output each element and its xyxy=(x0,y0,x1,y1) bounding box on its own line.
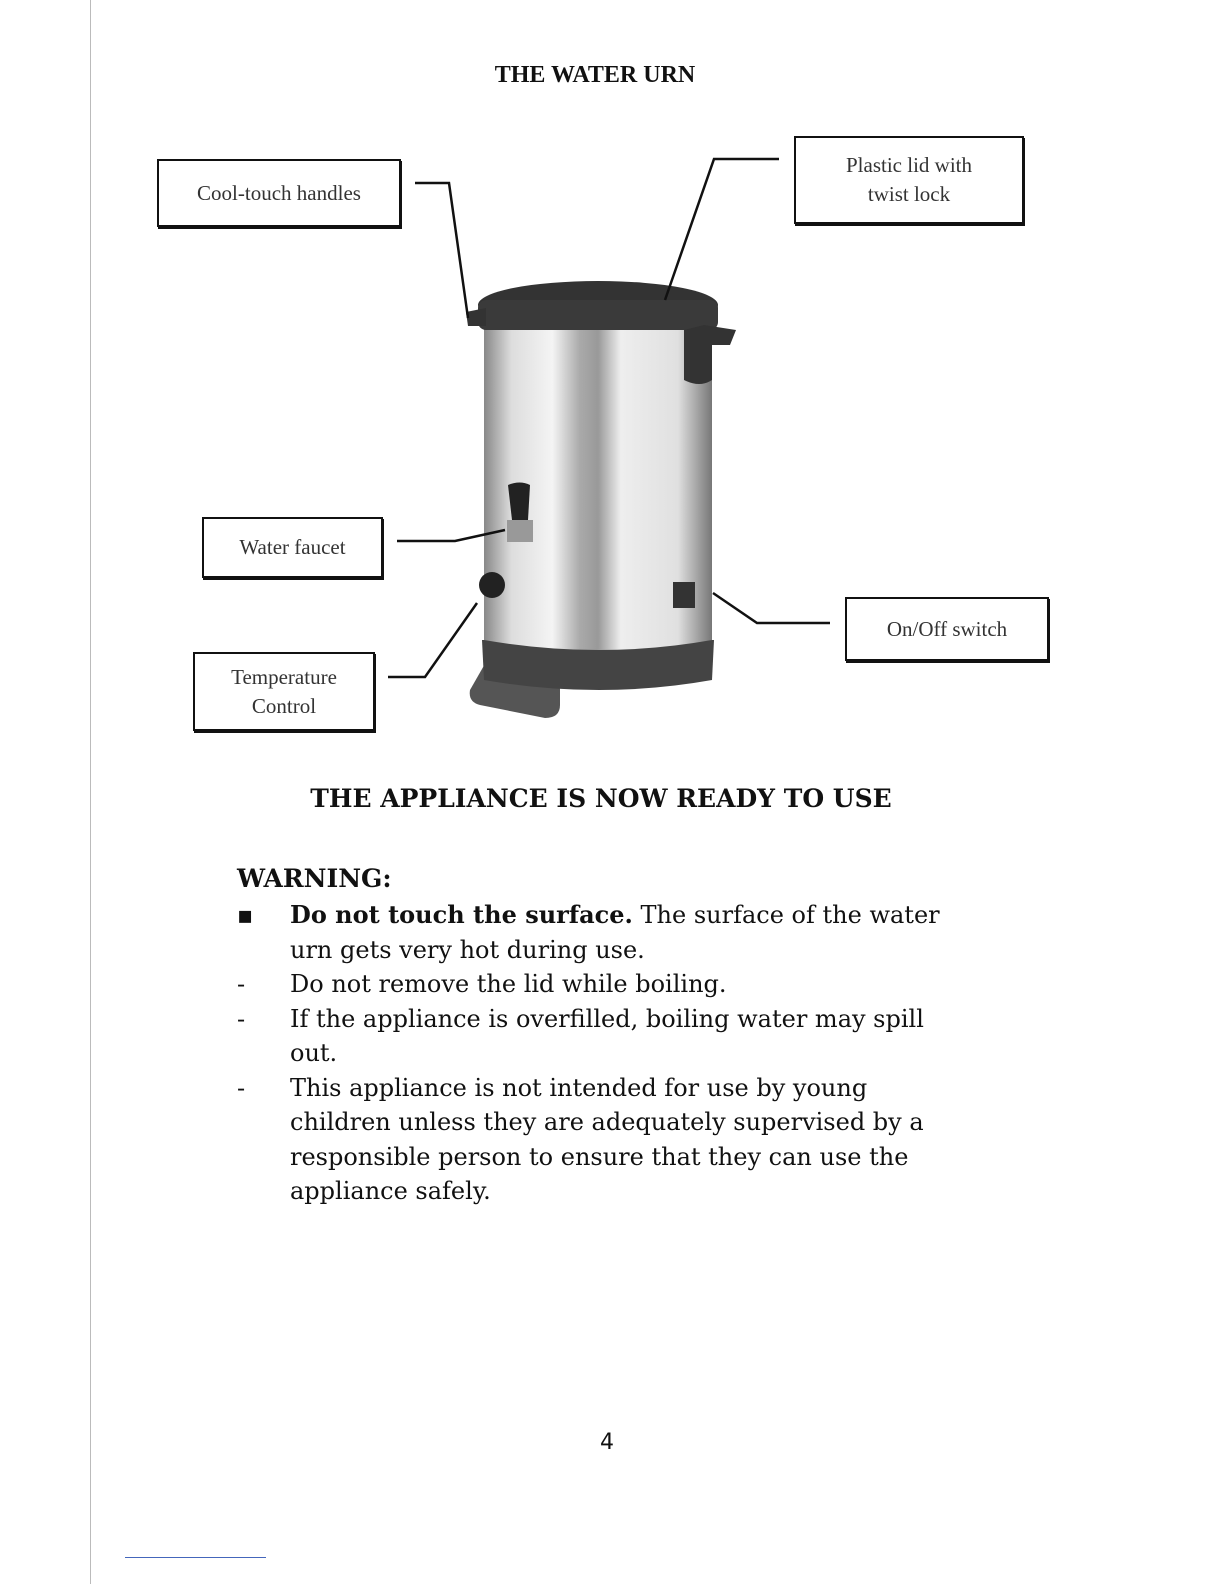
page-number: 4 xyxy=(600,1430,614,1455)
warning-text: This appliance is not intended for use by young children unless they are adequately supervised by a responsible person to ensure that they can use the appliance safely. xyxy=(290,1073,924,1205)
callout-water-faucet xyxy=(202,517,383,578)
callout-on-off-switch xyxy=(845,597,1049,661)
warning-item xyxy=(237,967,957,1002)
warning-item xyxy=(237,898,957,967)
bullet-marker: ▪ xyxy=(237,901,254,929)
warning-text: Do not remove the lid while boiling. xyxy=(290,970,727,998)
warning-text: If the appliance is overfilled, boiling water may spill out. xyxy=(290,1004,924,1067)
warning-item xyxy=(237,1071,957,1209)
callout-cool-touch-handles xyxy=(157,159,401,227)
warning-bold: Do not touch the surface. xyxy=(290,900,633,929)
page-title: THE WATER URN xyxy=(494,62,696,88)
warning-heading: WARNING: xyxy=(237,864,392,893)
footer-line xyxy=(125,1557,266,1558)
callout-plastic-lid xyxy=(794,136,1024,224)
bullet-marker: - xyxy=(237,970,246,998)
callout-label: Plastic lid with xyxy=(846,153,972,177)
bullet-marker: - xyxy=(237,1073,246,1102)
callout-label: Water faucet xyxy=(239,535,346,559)
callout-label: On/Off switch xyxy=(886,616,1008,641)
urn-illustration xyxy=(466,281,736,718)
callout-label: twist lock xyxy=(867,182,951,206)
warning-text: The surface of the water urn gets very hot during use. xyxy=(290,901,940,964)
callout-temperature-control xyxy=(193,652,375,731)
callout-label: Cool-touch handles xyxy=(197,180,361,205)
callout-label: Control xyxy=(251,693,317,718)
bullet-marker: - xyxy=(237,1004,246,1033)
ready-heading: THE APPLIANCE IS NOW READY TO USE xyxy=(310,784,892,813)
warning-list xyxy=(237,898,957,1209)
callout-label: Temperature xyxy=(231,664,337,689)
warning-item xyxy=(237,1002,957,1071)
